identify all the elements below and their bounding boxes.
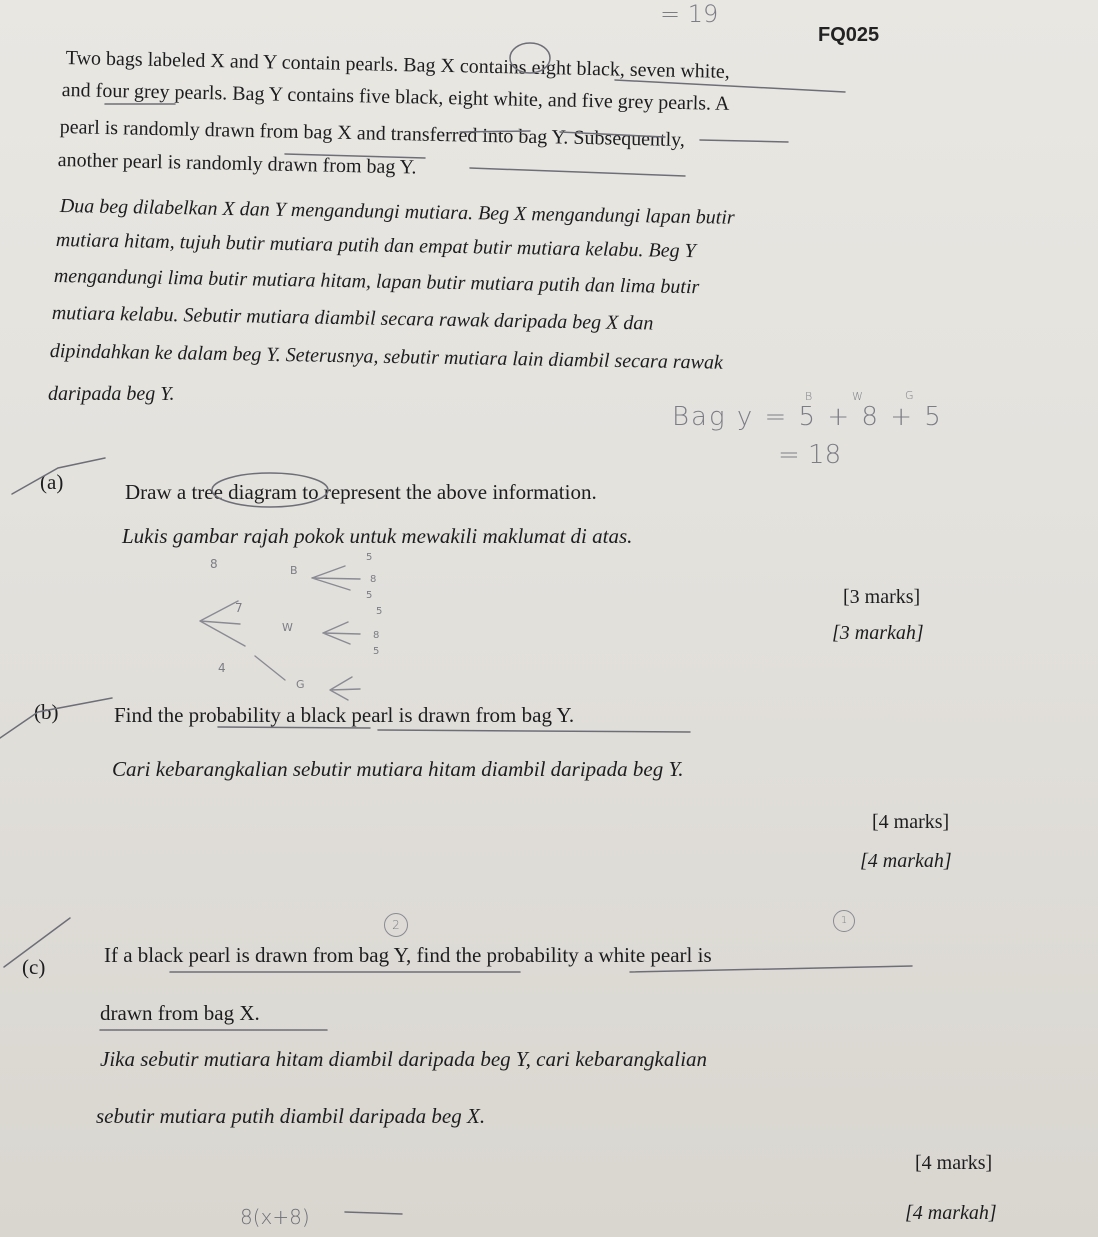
- part-b-marks-ms: [4 markah]: [860, 850, 952, 872]
- part-b-ms: Cari kebarangkalian sebutir mutiara hitam diambil daripada beg Y.: [112, 757, 684, 781]
- part-a-ms: Lukis gambar rajah pokok untuk mewakili maklumat di atas.: [122, 524, 633, 548]
- tree-w-branches: [323, 622, 360, 644]
- tree-g-connector: [255, 656, 285, 680]
- part-a-en: Draw a tree diagram to represent the above information.: [125, 480, 597, 504]
- part-a-label: (a): [40, 470, 64, 494]
- hand-bag-y-sum: Bag y = 5 + 8 + 5: [672, 402, 943, 432]
- stem-en-line-3: pearl is randomly drawn from bag X and transferred into bag Y. Subsequently,: [59, 116, 686, 152]
- part-c-marks-en: [4 marks]: [915, 1152, 993, 1174]
- stem-ms-line-1: Dua beg dilabelkan X dan Y mengandungi mutiara. Beg X mengandungi lapan butir: [59, 195, 735, 229]
- part-c-en-1: If a black pearl is drawn from bag Y, find the probability a white pearl is: [104, 943, 712, 967]
- part-a-marks-en: [3 marks]: [843, 586, 921, 608]
- stem-ms-line-2: mutiara hitam, tujuh butir mutiara putih dan empat butir mutiara kelabu. Beg Y: [55, 229, 696, 263]
- part-b-label: (b): [34, 700, 59, 724]
- part-c-en-2: drawn from bag X.: [100, 1001, 260, 1025]
- stem-en-line-4: another pearl is randomly drawn from bag Y.: [57, 149, 417, 179]
- tree-g-branches: [330, 677, 360, 700]
- stem-en-line-2: and four grey pearls. Bag Y contains five black, eight white, and five grey pearls. A: [61, 79, 730, 115]
- part-c-marks-ms: [4 markah]: [905, 1202, 997, 1224]
- tree-node-w: W: [282, 621, 293, 634]
- tree-second-2: 8: [370, 574, 377, 585]
- hand-letter-b: B: [805, 390, 813, 403]
- hand-letter-g: G: [905, 389, 914, 402]
- hand-circled-mark-c: 1: [833, 910, 855, 932]
- hand-letter-w: W: [852, 390, 863, 403]
- tree-second-4: 5: [376, 606, 383, 617]
- question-code: FQ025: [818, 24, 880, 46]
- tree-node-g: G: [296, 678, 305, 691]
- tree-second-5: 8: [373, 630, 380, 641]
- stem-ms-line-3: mengandungi lima butir mutiara hitam, lapan butir mutiara putih dan lima butir: [53, 265, 700, 299]
- stem-en-line-1: Two bags labeled X and Y contain pearls. Bag X contains eight black, seven white,: [65, 47, 731, 83]
- part-c-label: (c): [22, 955, 46, 979]
- part-b-en: Find the probability a black pearl is drawn from bag Y.: [114, 703, 575, 727]
- hand-bag-y-total: = 18: [778, 440, 842, 470]
- part-a-marks-ms: [3 markah]: [832, 622, 924, 644]
- hand-circled-mark-b: 2: [384, 913, 408, 937]
- tree-node-b: B: [290, 564, 298, 577]
- stem-ms-line-6: daripada beg Y.: [48, 383, 175, 405]
- handwritten-total-top: = 19: [660, 0, 719, 28]
- tree-b-branches: [312, 566, 360, 590]
- stem-ms-line-5: dipindahkan ke dalam beg Y. Seterusnya, sebutir mutiara lain diambil secara rawak: [49, 340, 724, 374]
- tree-second-3: 5: [366, 590, 373, 601]
- part-b-marks-en: [4 marks]: [872, 811, 950, 833]
- tree-prob-b: 8: [210, 557, 218, 571]
- part-c-ms-2: sebutir mutiara putih diambil daripada beg X.: [96, 1104, 486, 1128]
- tree-second-6: 5: [373, 646, 380, 657]
- stem-ms-line-4: mutiara kelabu. Sebutir mutiara diambil secara rawak daripada beg X dan: [51, 302, 654, 335]
- tree-prob-g: 4: [218, 661, 226, 675]
- tree-prob-w: 7: [235, 601, 243, 615]
- part-c-ms-1: Jika sebutir mutiara hitam diambil daripada beg Y, cari kebarangkalian: [100, 1047, 708, 1071]
- tree-second-1: 5: [366, 552, 373, 563]
- hand-bottom-scribble: 8(x+8): [240, 1205, 310, 1229]
